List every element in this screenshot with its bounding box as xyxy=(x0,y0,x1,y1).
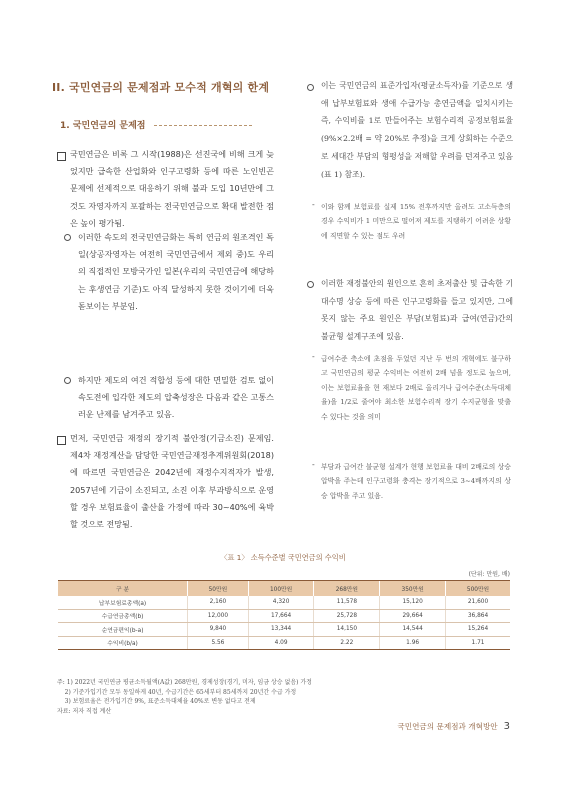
table-cell: 수급연금총액(b) xyxy=(58,609,188,623)
right-dash-2: 급여수준 축소에 초점을 두었던 지난 두 번의 개혁에도 불구하고 국민연금의 평균 수익비는 여전히 2배 넘을 정도로 높으며, 이는 보험료율을 현 재보다 2배로 올리거나 급여수준(소득대체율)을 1/2로 줄여야 최소한 보험수리적 장기 수지균형을 맞출 수 있다는 것을 의미 xyxy=(321,355,511,421)
table-cell: 1.96 xyxy=(380,636,446,650)
right-dash-3: 부담과 급여간 불균형 설계가 현행 보험료율 대비 2배로의 상승 압박을 주는데 인구고령화 충격는 장기적으로 3~4배까지의 상승 압박을 주고 있음. xyxy=(321,463,511,500)
table-cell: 12,000 xyxy=(188,609,249,623)
left-paragraph-3: 하지만 제도의 여건 적합성 등에 대한 면밀한 검토 없이 속도전에 입각한 제도의 압축성장은 다음과 같은 고통스러운 난제를 남겨주고 있음. xyxy=(78,375,274,420)
table-header: 500만원 xyxy=(446,581,510,597)
dash-bullet-icon: - xyxy=(312,200,315,209)
table-cell: 2,160 xyxy=(188,596,249,609)
subsection-heading: 1. 국민연금의 문제점 xyxy=(60,118,252,131)
square-bullet-icon xyxy=(57,436,66,448)
table-cell: 4,320 xyxy=(248,596,314,609)
table-cell: 2.22 xyxy=(314,636,380,650)
footer-title: 국민연금의 문제점과 개혁방안 xyxy=(397,722,498,731)
table-note: 주: 1) 2022년 국민연금 평균소득월액(A값) 268만원, 경제성장(경기, 미자, 임금 상승 없음) 가정 xyxy=(57,679,312,686)
table-cell: 15,120 xyxy=(380,596,446,609)
left-paragraph-4: 먼저, 국민연금 재정의 장기적 불안정(기금소진) 문제임. 제4차 재정계산을 담당한 국민연금재정추계위원회(2018)에 따르면 국민연금은 2042년에 재정수지적자가 발생, 2057년에 기금이 소진되고, 소진 이후 부과방식으로 운영할 경우 보험료율이 출산율 가정에 따라 30~40%에 육박할 것으로 전망됨. xyxy=(70,433,274,530)
table-cell: 4.09 xyxy=(248,636,314,650)
table-header: 268만원 xyxy=(314,581,380,597)
section-heading: II. 국민연금의 문제점과 모수적 개혁의 한계 xyxy=(52,81,270,94)
table-header: 100만원 xyxy=(248,581,314,597)
table-cell: 14,150 xyxy=(314,623,380,637)
dash-bullet-icon: - xyxy=(312,460,315,469)
table-header: 50만원 xyxy=(188,581,249,597)
table-cell: 납부보험료총액(a) xyxy=(58,596,188,609)
table-cell: 수익비(b/a) xyxy=(58,636,188,650)
circle-bullet-icon xyxy=(64,234,71,244)
circle-bullet-icon xyxy=(307,281,314,291)
table-row xyxy=(58,636,510,650)
circle-bullet-icon xyxy=(64,377,71,387)
right-paragraph-2: 이러한 재정불안의 원인으로 흔히 초저출산 및 급속한 기대수명 상승 등에 따른 인구고령화를 들고 있지만, 그에 못지 않는 주요 원인은 부담(보험료)과 급여(연금)간의 불균형 설계구조에 있음. xyxy=(321,279,513,342)
table-header: 구 분 xyxy=(58,581,188,597)
table-cell: 11,578 xyxy=(314,596,380,609)
table-row xyxy=(58,609,510,623)
dash-bullet-icon: - xyxy=(312,352,315,361)
table-cell: 9,840 xyxy=(188,623,249,637)
table-caption: 〈표 1〉 소득수준별 국민연금의 수익비 xyxy=(220,553,346,562)
page-number: 3 xyxy=(503,721,510,732)
left-paragraph-2: 이러한 속도의 전국민연금화는 특히 연금의 원조격인 독일(상공자영자는 여전히 국민연금에서 제외 중)도 우리의 직접적인 모방국가인 일본(우리의 국민연금에 해당하는 후생연금 기준)도 아직 달성하지 못한 것이기에 더욱 돋보이는 부분임. xyxy=(78,232,274,311)
right-paragraph-1: 이는 국민연금의 표준가입자(평균소득자)를 기준으로 생애 납부보험료와 생애 수급가능 총연금액을 일치시키는 즉, 수익비를 1로 만들어주는 보험수리적 공정보험료율(9%×2.2배 = 약 20%로 추정)을 크게 상회하는 수준으로 세대간 부담의 형평성을 저해할 우려를 던져주고 있음(표 1) 참조). xyxy=(321,81,513,179)
table-note: 자료: 저자 직접 계산 xyxy=(57,707,112,715)
table-cell: 1.71 xyxy=(446,636,510,650)
table-cell: 17,664 xyxy=(248,609,314,623)
circle-bullet-icon xyxy=(307,84,314,94)
table-cell: 14,544 xyxy=(380,623,446,637)
table-note: 2) 기준가입기간 모두 동일하게 40년, 수급기간은 65세부터 85세까지 20년간 수급 가정 xyxy=(57,688,297,696)
table-row xyxy=(58,596,510,609)
table-cell: 25,728 xyxy=(314,609,380,623)
table-cell: 5.56 xyxy=(188,636,249,650)
right-dash-1: 이와 함께 보험료를 실제 15% 전후까지만 올려도 고소득층의 경우 수익비가 1 미만으로 떨어져 제도를 지탱하기 어려운 상황에 직면할 수 있는 점도 우려 xyxy=(321,203,511,240)
table-header-row xyxy=(58,581,510,597)
returns-table xyxy=(58,580,510,650)
table-cell: 13,344 xyxy=(248,623,314,637)
table-cell: 29,664 xyxy=(380,609,446,623)
table-unit: (단위: 만원, 배) xyxy=(468,571,510,578)
table-notes xyxy=(57,678,312,716)
table-cell: 36,864 xyxy=(446,609,510,623)
table-cell: 순연금편익(b-a) xyxy=(58,623,188,637)
square-bullet-icon xyxy=(57,152,66,164)
table-row xyxy=(58,623,510,637)
table-cell: 15,264 xyxy=(446,623,510,637)
table-note: 3) 보험료율은 전가입기간 9%, 표준소득대체율 40%로 변동 없다고 전제 xyxy=(57,698,256,706)
table-cell: 21,600 xyxy=(446,596,510,609)
page-footer xyxy=(397,721,510,732)
table-header: 350만원 xyxy=(380,581,446,597)
left-paragraph-1: 국민연금은 비록 그 시작(1988)은 선진국에 비해 크게 늦었지만 급속한 산업화와 인구고령화 등에 따른 노인빈곤 문제에 선제적으로 대응하기 위해 불과 도입 10년만에 그것도 자영자까지 포괄하는 전국민연금으로 확대 발전한 점은 높이 평가됨. xyxy=(70,149,274,228)
